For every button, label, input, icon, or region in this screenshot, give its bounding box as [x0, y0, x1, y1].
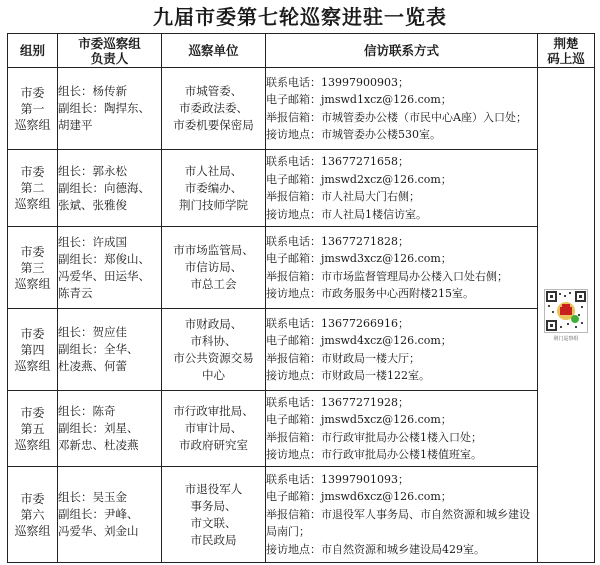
qr-box[interactable]: [541, 289, 591, 342]
contact-email: 电子邮箱：jmswd5xcz@126.com；: [266, 413, 452, 426]
header-qr: [538, 34, 595, 68]
header-qr-line: 荆楚: [553, 35, 579, 51]
leader-line: 冯爱华、刘金山: [58, 524, 139, 538]
contact-phone: 联系电话：13677271658；: [266, 155, 409, 168]
contact-mailbox: 举报信箱：市市场监督管理局办公楼入口处右侧；: [266, 269, 508, 283]
header-unit: 巡察单位: [162, 34, 266, 68]
leader-line: 组长：杨传新: [58, 84, 127, 98]
contact-mailbox: 举报信箱：市人社局大门右侧；: [266, 190, 420, 203]
unit-line: 事务局、: [190, 498, 237, 513]
group-line: 第四: [20, 342, 45, 357]
contact-phone: 联系电话：13677271828；: [266, 234, 409, 248]
table-row: [8, 391, 595, 467]
group-cell: [8, 227, 58, 309]
contact-cell: [266, 150, 538, 227]
header-group: 组别: [8, 34, 58, 68]
group-cell: [8, 309, 58, 391]
header-leader-line: 负责人: [90, 50, 129, 66]
header-contact: 信访联系方式: [266, 34, 538, 68]
contact-visit: 接访地点：市政务服务中心西附楼215室。: [266, 287, 474, 300]
unit-line: 市科协、: [190, 333, 237, 348]
unit-line: 市行政审批局、: [173, 404, 254, 418]
contact-phone: 联系电话：13997901093；: [266, 472, 409, 486]
leader-line: 胡建平: [58, 118, 93, 132]
contact-email: 电子邮箱：jmswd2xcz@126.com；: [266, 172, 452, 186]
qr-code-graphic: [545, 290, 587, 332]
group-line: 巡察组: [14, 276, 51, 291]
unit-line: 市信访局、: [184, 260, 243, 274]
leader-line: 冯爱华、田运华、: [58, 268, 150, 283]
group-line: 市委: [20, 244, 45, 259]
leader-cell: [58, 309, 162, 391]
contact-email: 电子邮箱：jmswd3xcz@126.com；: [266, 252, 452, 265]
contact-cell: [266, 309, 538, 391]
unit-line: 市退役军人: [184, 481, 243, 496]
group-cell: [8, 467, 58, 563]
unit-line: 市审计局、: [184, 421, 243, 435]
contact-email: 电子邮箱：jmswd4xcz@126.com；: [266, 334, 452, 347]
unit-cell: [162, 467, 266, 563]
header-qr-line: 码上巡: [547, 50, 585, 66]
unit-cell: [162, 309, 266, 391]
leader-cell: [58, 150, 162, 227]
unit-line: 市委机要保密局: [173, 118, 254, 132]
contact-email: 电子邮箱：jmswd6xcz@126.com；: [266, 490, 452, 504]
unit-line: 市人社局、: [184, 163, 243, 178]
group-line: 第一: [20, 101, 45, 116]
contact-visit: 接访地点：市城管委办公楼530室。: [266, 128, 441, 141]
group-line: 市委: [20, 405, 45, 420]
table-row: [8, 150, 595, 227]
contact-cell: [266, 467, 538, 563]
group-line: 巡察组: [14, 358, 51, 373]
unit-cell: [162, 227, 266, 309]
leader-line: 组长：郭永松: [58, 163, 127, 178]
unit-cell: [162, 391, 266, 467]
unit-line: 市市场监管局、: [173, 243, 254, 257]
contact-cell: [266, 391, 538, 467]
group-line: 第二: [20, 181, 45, 195]
leader-line: 张斌、张雅俊: [58, 197, 127, 212]
qr-caption: 荆门巡察组: [553, 335, 579, 342]
contact-mailbox: 举报信箱：市城管委办公楼（市民中心A座）入口处；: [266, 110, 527, 124]
leader-line: 副组长：向德海、: [58, 180, 150, 195]
contact-phone: 联系电话：13997900903；: [266, 75, 409, 89]
leader-line: 组长：贺应佳: [58, 325, 127, 339]
unit-line: 市委编办、: [184, 180, 243, 195]
unit-line: 中心: [202, 367, 225, 382]
group-cell: [8, 68, 58, 150]
group-line: 巡察组: [14, 437, 51, 452]
unit-cell: [162, 68, 266, 150]
leader-line: 副组长：郑俊山、: [58, 251, 150, 266]
leader-cell: [58, 227, 162, 309]
group-cell: [8, 391, 58, 467]
table-row: [8, 68, 595, 150]
contact-mailbox: 举报信箱：市行政审批局办公楼1楼入口处；: [266, 430, 482, 444]
unit-line: 市文联、: [190, 515, 237, 530]
contact-visit: 接访地点：市自然资源和城乡建设局429室。: [266, 542, 485, 556]
qr-cell: [538, 68, 595, 563]
group-line: 市委: [20, 326, 45, 341]
contact-cell: [266, 68, 538, 150]
leader-cell: [58, 467, 162, 563]
leader-line: 副组长：全华、: [58, 342, 139, 356]
unit-line: 市政府研究室: [179, 438, 248, 452]
group-line: 巡察组: [14, 117, 51, 132]
contact-visit: 接访地点：市行政审批局办公楼1楼值班室。: [266, 448, 482, 461]
table-row: [8, 227, 595, 309]
leader-line: 组长：许成国: [58, 234, 127, 249]
leader-line: 邓新忠、杜凌燕: [58, 438, 139, 452]
contact-visit: 接访地点：市人社局1楼信访室。: [266, 207, 427, 221]
group-line: 第六: [20, 507, 45, 522]
group-line: 第三: [20, 260, 45, 275]
unit-line: 市民政局: [190, 532, 237, 547]
inspection-table: [7, 33, 595, 563]
unit-line: 市公共资源交易: [173, 350, 254, 365]
unit-line: 市委政法委、: [179, 101, 248, 115]
leader-line: 副组长：尹峰、: [58, 507, 139, 521]
leader-cell: [58, 391, 162, 467]
group-line: 巡察组: [14, 197, 51, 211]
unit-line: 市城管委、: [184, 84, 243, 98]
group-cell: [8, 150, 58, 227]
unit-line: 荆门技师学院: [179, 197, 248, 212]
unit-line: 市总工会: [190, 277, 237, 291]
leader-line: 副组长：陶捍东、: [58, 101, 150, 115]
page-title: 九届市委第七轮巡察进驻一览表: [153, 5, 447, 29]
qr-code-icon[interactable]: [544, 289, 588, 333]
table-row: [8, 309, 595, 391]
leader-line: 杜凌燕、何蕾: [58, 359, 127, 373]
leader-line: 组长：吴玉金: [58, 490, 127, 504]
contact-phone: 联系电话：13677266916；: [266, 316, 409, 330]
contact-phone: 联系电话：13677271928；: [266, 395, 409, 409]
group-line: 市委: [20, 165, 45, 179]
header-leader: [58, 34, 162, 68]
contact-mailbox: 举报信箱：市财政局一楼大厅；: [266, 351, 420, 365]
group-line: 市委: [20, 491, 45, 506]
contact-cell: [266, 227, 538, 309]
contact-email: 电子邮箱：jmswd1xcz@126.com；: [266, 93, 452, 106]
contact-mailbox: 举报信箱：市退役军人事务局、市自然资源和城乡建设局南门；: [266, 507, 530, 539]
unit-cell: [162, 150, 266, 227]
unit-line: 市财政局、: [184, 316, 243, 331]
leader-line: 陈青云: [58, 285, 93, 300]
header-row: [8, 34, 595, 68]
leader-line: 组长：陈奇: [58, 404, 116, 418]
group-line: 第五: [20, 421, 45, 436]
leader-cell: [58, 68, 162, 150]
table-row: [8, 467, 595, 563]
group-line: 市委: [20, 85, 45, 100]
group-line: 巡察组: [14, 523, 51, 538]
leader-line: 副组长：刘星、: [58, 421, 139, 435]
header-leader-line: 市委巡察组: [78, 35, 141, 51]
contact-visit: 接访地点：市财政局一楼122室。: [266, 369, 430, 382]
